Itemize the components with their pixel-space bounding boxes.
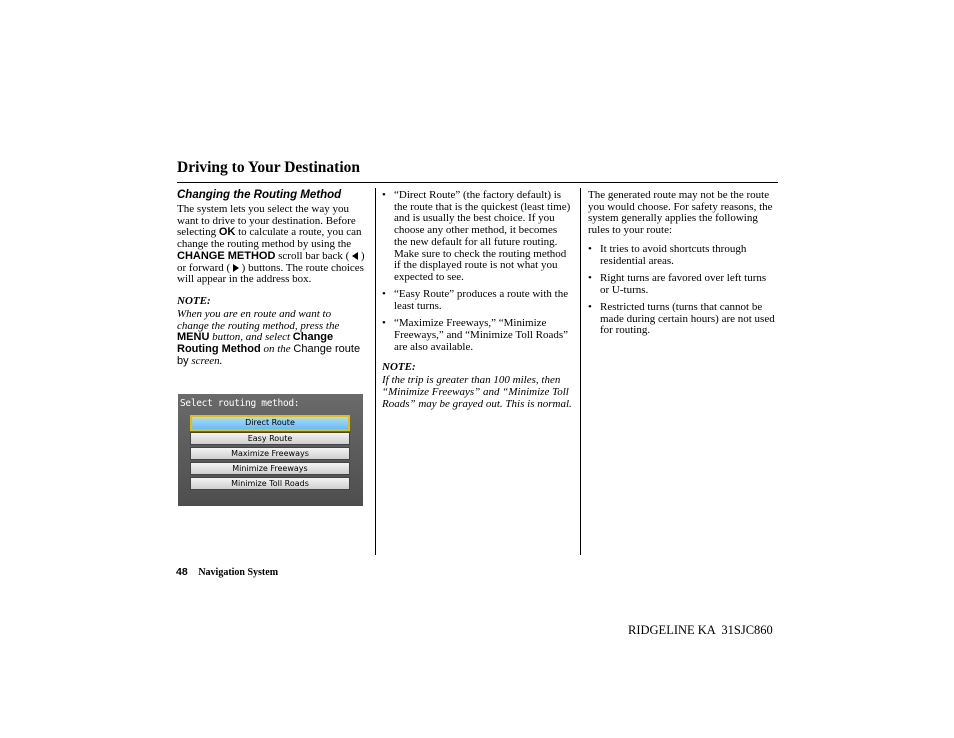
list-item-text: Right turns are favored over left turns or U-turns. — [600, 271, 767, 296]
bullet: • — [382, 317, 386, 330]
bullet: • — [588, 300, 592, 313]
option-maximize-freeways[interactable]: Maximize Freeways — [190, 447, 350, 460]
list-item — [588, 302, 778, 337]
screen-title: Select routing method: — [180, 398, 300, 409]
column-2 — [382, 190, 572, 410]
change-route-by-term: Change route by — [177, 343, 361, 367]
column-divider-2 — [580, 188, 581, 555]
text: to calculate a route, you can change the routing method by using the — [177, 226, 362, 251]
document-code: RIDGELINE KA 31SJC860 — [628, 623, 773, 637]
page-footer — [176, 566, 278, 578]
column-1 — [177, 189, 365, 367]
list-item — [588, 244, 778, 267]
option-easy-route[interactable]: Easy Route — [190, 432, 350, 445]
list-item-text: “Easy Route” produces a route with the least turns. — [394, 288, 569, 312]
note-text — [177, 309, 365, 368]
bullet: • — [382, 288, 386, 301]
text: The system lets you select the way you want to drive to your destination. Before selecting — [177, 203, 356, 239]
page-number: 48 — [176, 566, 188, 578]
text: screen. — [188, 354, 223, 367]
text: on the — [260, 343, 294, 356]
list-item — [382, 289, 572, 312]
text: button, and select — [209, 331, 293, 344]
list-item-text: “Direct Route” (the factory default) is the route that is the quickest (least time) and is usually the best choice. If you choose any other method, it becomes the new default for all future routing. Make sure to check the routing method if the displayed route is not what you expected to see. — [394, 189, 571, 283]
rules-intro: The generated route may not be the route you would choose. For safety reasons, the system generally applies the following rules to your route: — [588, 189, 773, 237]
text: When you are en route and want to change the routing method, press the — [177, 307, 340, 332]
text: scroll bar back ( — [275, 249, 353, 262]
note-label: NOTE: — [382, 361, 416, 374]
option-direct-route[interactable]: Direct Route — [190, 415, 350, 431]
menu-term: MENU — [177, 331, 210, 344]
page-title: Driving to Your Destination — [177, 159, 360, 176]
bullet: • — [382, 189, 386, 201]
text: ) buttons. The route choices will appear in the address box. — [177, 261, 364, 286]
list-item — [382, 190, 572, 284]
routing-method-screen — [178, 394, 363, 506]
option-minimize-toll-roads[interactable]: Minimize Toll Roads — [190, 477, 350, 490]
intro-paragraph — [177, 204, 365, 286]
bullet: • — [588, 242, 592, 255]
column-divider-1 — [375, 188, 376, 555]
text: ) or forward ( — [177, 249, 365, 274]
list-item — [588, 273, 778, 296]
bullet: • — [588, 271, 592, 284]
change-routing-method-term: Change Routing Method — [177, 331, 334, 356]
section-name: Navigation System — [198, 567, 279, 578]
change-method-term: CHANGE METHOD — [177, 249, 276, 262]
list-item-text: It tries to avoid shortcuts through residential areas. — [600, 242, 747, 267]
section-heading: Changing the Routing Method — [177, 189, 342, 201]
route-rules-list — [588, 244, 778, 337]
list-item — [382, 318, 572, 353]
ok-term: OK — [218, 226, 236, 239]
option-minimize-freeways[interactable]: Minimize Freeways — [190, 462, 350, 475]
list-item-text: Restricted turns (turns that cannot be made during certain hours) are not used for routing. — [600, 300, 775, 337]
note-text: If the trip is greater than 100 miles, then “Minimize Freeways” and “Minimize Toll Roads” may be grayed out. This is normal. — [382, 374, 572, 410]
route-options-list — [382, 190, 572, 353]
title-rule — [177, 182, 778, 183]
note-label: NOTE: — [177, 294, 211, 307]
list-item-text: “Maximize Freeways,” “Minimize Freeways,” and “Minimize Toll Roads” are also available. — [394, 317, 569, 353]
column-3 — [588, 190, 778, 343]
